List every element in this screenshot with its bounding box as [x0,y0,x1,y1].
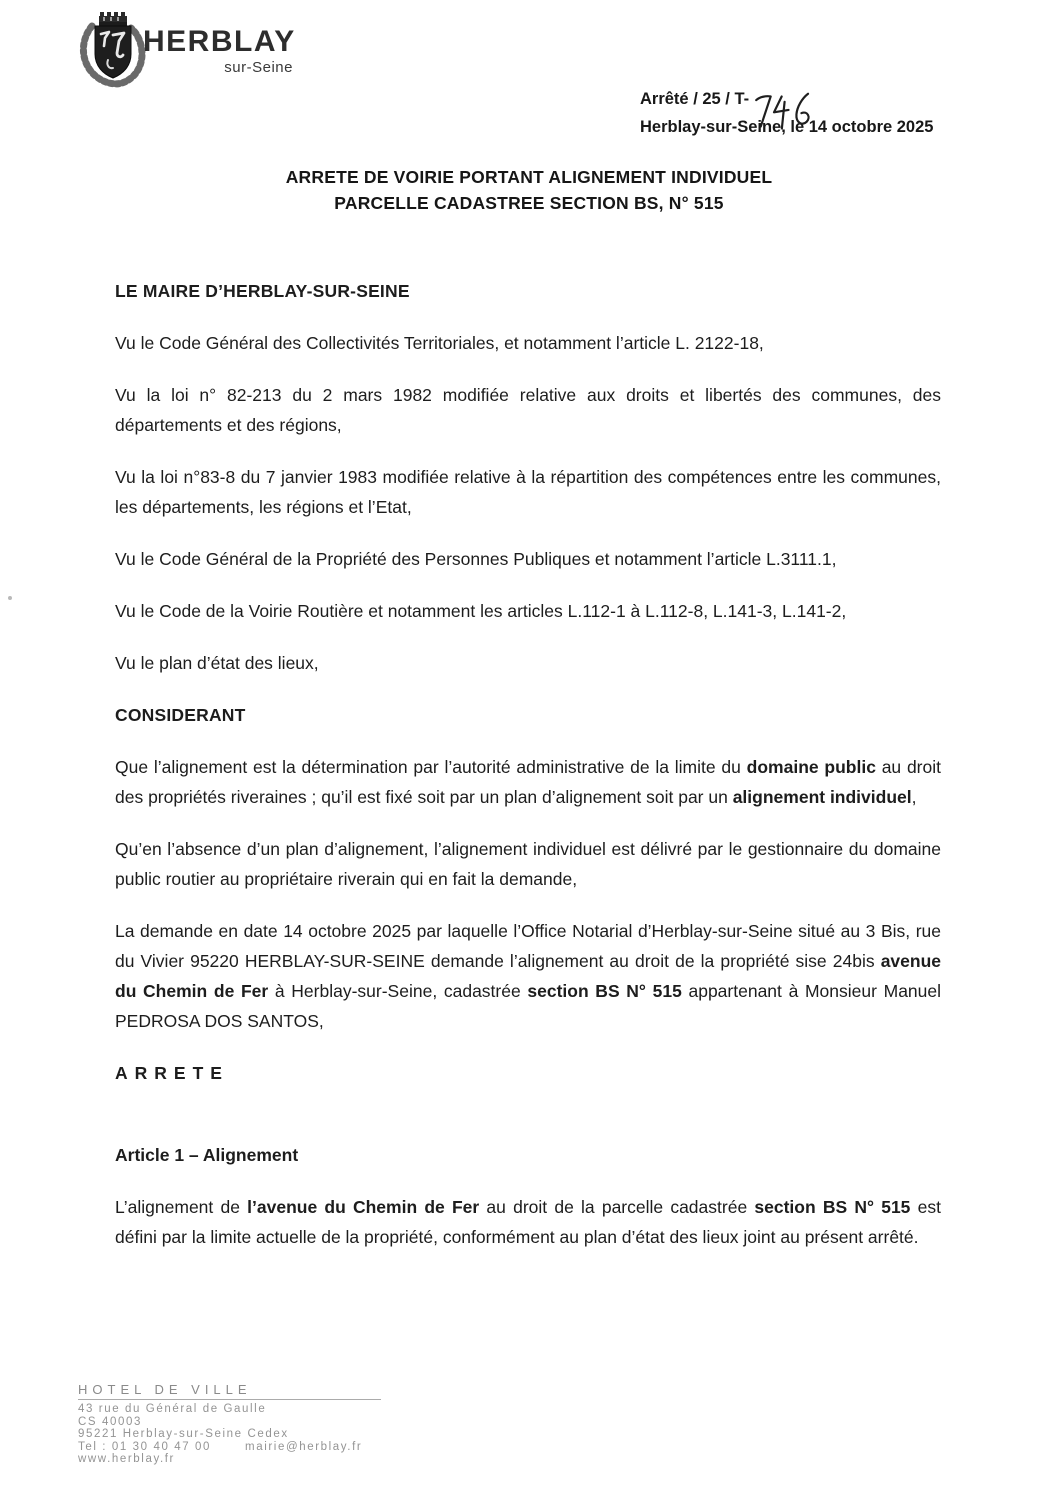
arrete-reference [640,90,980,120]
text-segment: avenue du Chemin de Fer [115,951,941,1001]
considerant-paragraph [115,752,941,812]
text-segment: domaine public [746,757,876,777]
footer-address-line1: 43 rue du Général de Gaulle [78,1403,267,1415]
visa-paragraph: Vu la loi n°83-8 du 7 janvier 1983 modifiée relative à la répartition des compétences entre les communes, les départements, les régions et l’Etat, [115,467,941,517]
footer-org-name: HOTEL DE VILLE [78,1382,381,1400]
visa-paragraph: Vu la loi n° 82-213 du 2 mars 1982 modifiée relative aux droits et libertés des communes, des départements et des régions, [115,385,941,435]
footer-address-line2: CS 40003 [78,1415,142,1428]
document-body [115,276,941,1274]
considerant-paragraph [115,916,941,1036]
text-segment: l’avenue du Chemin de Fer [247,1197,480,1217]
reference-block [640,90,980,137]
text-segment: section BS N° 515 [754,1197,911,1217]
document-title-line2: PARCELLE CADASTREE SECTION BS, N° 515 [334,193,724,213]
document-title [0,164,1058,216]
text-segment: , [911,787,917,807]
arrete-heading: ARRETE [115,1063,229,1083]
footer-email: mairie@herblay.fr [245,1440,363,1453]
text-segment: au droit des propriétés riveraines ; qu’il est fixé soit par un plan d’alignement soit par un [115,757,941,807]
handwritten-number [752,89,818,138]
scan-artifact [8,596,12,600]
text-segment: Que l’alignement est la détermination par l’autorité administrative de la limite du [115,757,747,777]
footer-address-line3: 95221 Herblay-sur-Seine Cedex [78,1428,289,1440]
text-segment: est défini par la limite actuelle de la propriété, conformément au plan d’état des lieux joint au présent arrêté. [115,1197,941,1247]
text-segment: appartenant à Monsieur Manuel PEDROSA DOS SANTOS, [115,981,942,1031]
visa-paragraph: Vu le Code Général des Collectivités Territoriales, et notamment l’article L. 2122-18, [115,333,764,353]
brand-name: HERBLAY [143,25,296,58]
brand-subtitle: sur-Seine [224,59,293,76]
place-and-date: Herblay-sur-Seine, le 14 octobre 2025 [640,118,934,136]
opening-line: LE MAIRE D’HERBLAY-SUR-SEINE [115,281,410,301]
article1-text [115,1192,941,1252]
considerant-heading: CONSIDERANT [115,705,246,725]
visa-paragraph: Vu le Code Général de la Propriété des Personnes Publiques et notamment l’article L.3111.1, [115,549,837,569]
footer-phone: Tel : 01 30 40 47 00 [78,1440,212,1453]
text-segment: au droit de la parcelle cadastrée [479,1197,755,1217]
considerant-paragraph [115,834,941,894]
text-segment: L’alignement de [115,1197,248,1217]
text-segment: La demande en date 14 octobre 2025 par laquelle l’Office Notarial d’Herblay-sur-Seine situé au 3 Bis, rue du Vivier 95220 HERBLAY-SUR-SEINE demande l’alignement au droit de la propriété sise 24bis [115,921,941,971]
text-segment: Qu’en l’absence d’un plan d’alignement, l’alignement individuel est délivré par le gestionnaire du domaine public routier au propriétaire riverain qui en fait la demande, [115,839,941,889]
article1-heading: Article 1 – Alignement [115,1145,299,1165]
arrete-reference-printed: Arrêté / 25 / T- [640,90,750,108]
visa-paragraph: Vu le plan d’état des lieux, [115,653,319,673]
text-segment: section BS N° 515 [527,981,682,1001]
herblay-coat-of-arms-icon [78,8,146,94]
text-segment: alignement individuel [732,787,912,807]
visa-paragraph: Vu le Code de la Voirie Routière et notamment les articles L.112-1 à L.112-8, L.141-3, L.141-2, [115,601,847,621]
footer-website: www.herblay.fr [78,1453,175,1465]
text-segment: à Herblay-sur-Seine, cadastrée [268,981,528,1001]
brand-block [143,25,296,76]
document-title-line1: ARRETE DE VOIRIE PORTANT ALIGNEMENT INDIVIDUEL [285,167,773,187]
footer-block [78,1382,381,1466]
footer-contact-line [78,1441,381,1454]
